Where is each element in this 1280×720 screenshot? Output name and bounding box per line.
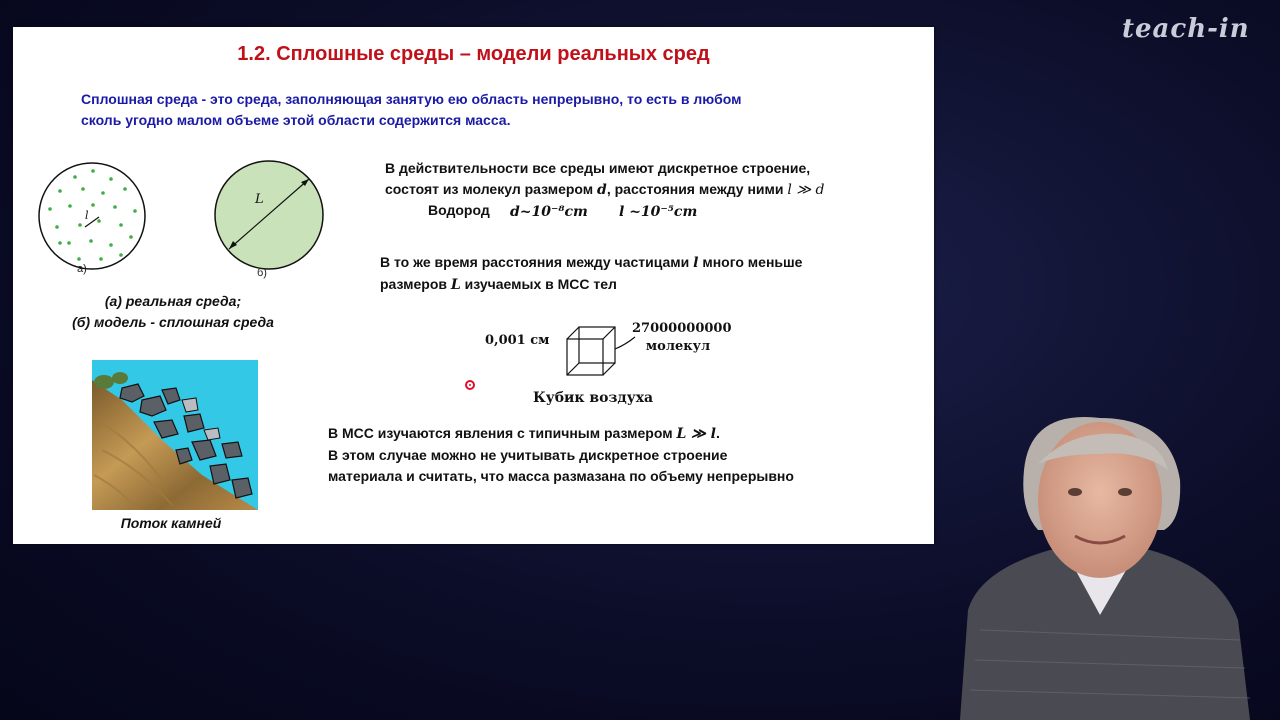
figures-caption-line-2: (б) модель - сплошная среда	[72, 314, 274, 330]
paragraph-1-line-2	[385, 179, 905, 201]
molecule-size-symbol: d	[597, 182, 607, 198]
text-fragment: размеров	[380, 276, 451, 292]
slide-title: 1.2. Сплошные среды – модели реальных сред	[237, 43, 710, 65]
paragraph-3-line-2: В этом случае можно не учитывать дискретное строение	[328, 447, 728, 463]
scale-comparison-paragraph	[380, 252, 900, 296]
body-size-symbol: L	[450, 277, 461, 293]
figure-a-label: а)	[77, 263, 87, 275]
hydrogen-molecule-size	[510, 201, 588, 223]
lecture-slide	[13, 27, 934, 544]
molecule-unit: молекул	[645, 339, 711, 354]
presenter-video	[920, 410, 1280, 720]
text-fragment: , расстояния между ними	[606, 181, 788, 197]
discrete-structure-paragraph	[385, 158, 905, 201]
text-fragment: В то же время расстояния между частицами	[380, 254, 694, 270]
text-fragment: .	[716, 425, 720, 441]
cube-size-label: 0,001 см	[485, 333, 550, 348]
continuous-model-figure	[211, 157, 327, 273]
scale-relation: L ≫ l	[676, 426, 717, 442]
distance-symbol-l: l	[85, 209, 89, 222]
paragraph-3-line-1	[328, 423, 888, 445]
real-medium-figure	[35, 159, 150, 274]
paragraph-2-line-2	[380, 274, 900, 296]
text-fragment: изучаемых в МСС тел	[460, 276, 617, 292]
definition-text	[81, 89, 841, 131]
paragraph-3-line-3: материала и считать, что масса размазана по объему непрерывно	[328, 468, 794, 484]
paragraph-2-line-1	[380, 252, 900, 274]
size-symbol-L: L	[255, 192, 264, 207]
hydrogen-label: Водород	[428, 202, 490, 218]
molecule-count-label	[632, 320, 732, 356]
teach-in-logo: teach-in	[1122, 14, 1250, 44]
hydrogen-d-value: d~10⁻⁸cm	[510, 204, 588, 220]
figures-caption	[53, 291, 293, 333]
definition-line-2: сколь угодно малом объеме этой области содержится масса.	[81, 112, 511, 128]
laser-pointer	[465, 380, 475, 390]
text-fragment: много меньше	[698, 254, 803, 270]
figures-caption-line-1: (а) реальная среда;	[104, 293, 242, 309]
particle-distance-symbol: l	[693, 255, 699, 271]
text-fragment: состоят из молекул размером	[385, 181, 598, 197]
text-fragment: В МСС изучаются явления с типичным размером	[328, 425, 677, 441]
distance-relation: l ≫ d	[787, 182, 825, 198]
definition-line-1: Сплошная среда - это среда, заполняющая занятую ею область непрерывно, то есть в любом	[81, 91, 742, 107]
rock-flow-image	[92, 360, 258, 510]
paragraph-1-line-1: В действительности все среды имеют дискретное строение,	[385, 160, 811, 176]
hydrogen-l-value: l ~10⁻⁵cm	[619, 204, 698, 220]
continuum-paragraph	[328, 423, 888, 487]
molecule-count: 27000000000	[632, 321, 732, 336]
hydrogen-distance	[619, 201, 697, 223]
air-cube-caption: Кубик воздуха	[533, 390, 654, 406]
figure-b-label: б)	[257, 267, 267, 279]
rock-flow-caption: Поток камней	[120, 515, 222, 531]
